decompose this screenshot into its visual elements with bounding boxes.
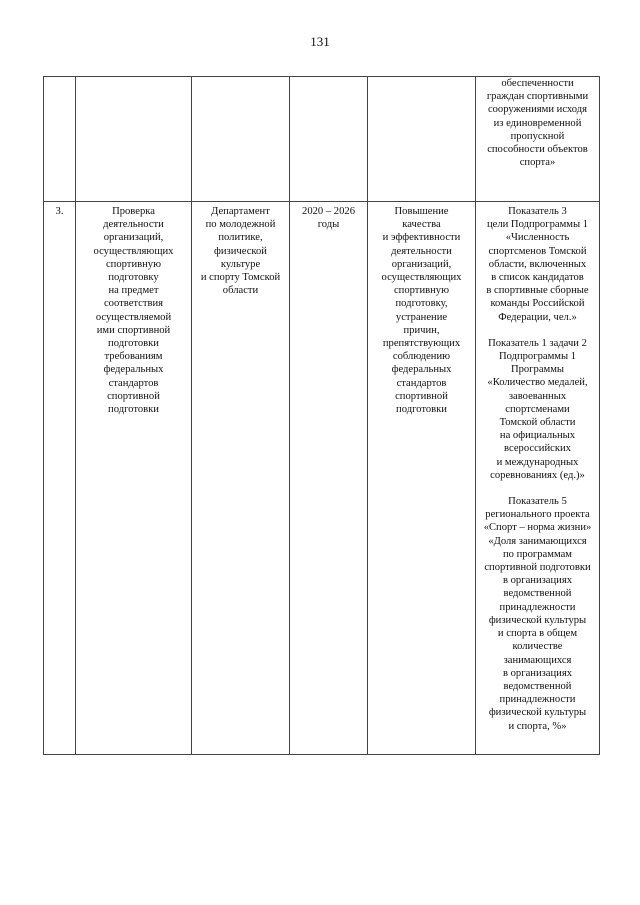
cell-period: 2020 – 2026 годы bbox=[290, 202, 368, 755]
cell-indicators bbox=[476, 202, 600, 755]
cell-executor: Департамент по молодежной политике, физической культуре и спорту Томской области bbox=[192, 202, 290, 755]
cell-measure: Проверка деятельности организаций, осуществляющих спортивную подготовку на предмет соответствия осуществляемой ими спортивной подготовки требованиям федеральных стандартов спортивной подготовки bbox=[76, 202, 192, 755]
cell-num bbox=[44, 77, 76, 202]
cell-measure bbox=[76, 77, 192, 202]
table-row-continuation bbox=[44, 77, 600, 202]
cell-result bbox=[368, 77, 476, 202]
cell-indicator: обеспеченности граждан спортивными сооружениями исходя из единовременной пропускной способности объектов спорта» bbox=[476, 77, 600, 202]
indicator-2: Показатель 1 задачи 2 Подпрограммы 1 Программы «Количество медалей, завоеванных спортсменами Томской области на официальных всероссийских и международных соревнованиях (ед.)» bbox=[487, 337, 588, 481]
page-number: 131 bbox=[310, 34, 330, 49]
indicator-1: Показатель 3 цели Подпрограммы 1 «Численность спортсменов Томской области, включенных в список кандидатов в спортивные сборные команды Российской Федерации, чел.» bbox=[486, 206, 589, 323]
measures-table bbox=[43, 76, 600, 755]
indicator-3: Показатель 5 регионального проекта «Спорт – норма жизни» «Доля занимающихся по программам спортивной подготовки в организациях ведомственной принадлежности физической культуры и спорта в общем количестве занимающихся в организациях ведомственной принадлежности физической культуры и спорта, %» bbox=[483, 496, 592, 732]
cell-num: 3. bbox=[44, 202, 76, 755]
cell-period bbox=[290, 77, 368, 202]
cell-result: Повышение качества и эффективности деятельности организаций, осуществляющих спортивную подготовку, устранение причин, препятствующих соблюдению федеральных стандартов спортивной подготовки bbox=[368, 202, 476, 755]
table-row-3 bbox=[44, 202, 600, 755]
cell-executor bbox=[192, 77, 290, 202]
